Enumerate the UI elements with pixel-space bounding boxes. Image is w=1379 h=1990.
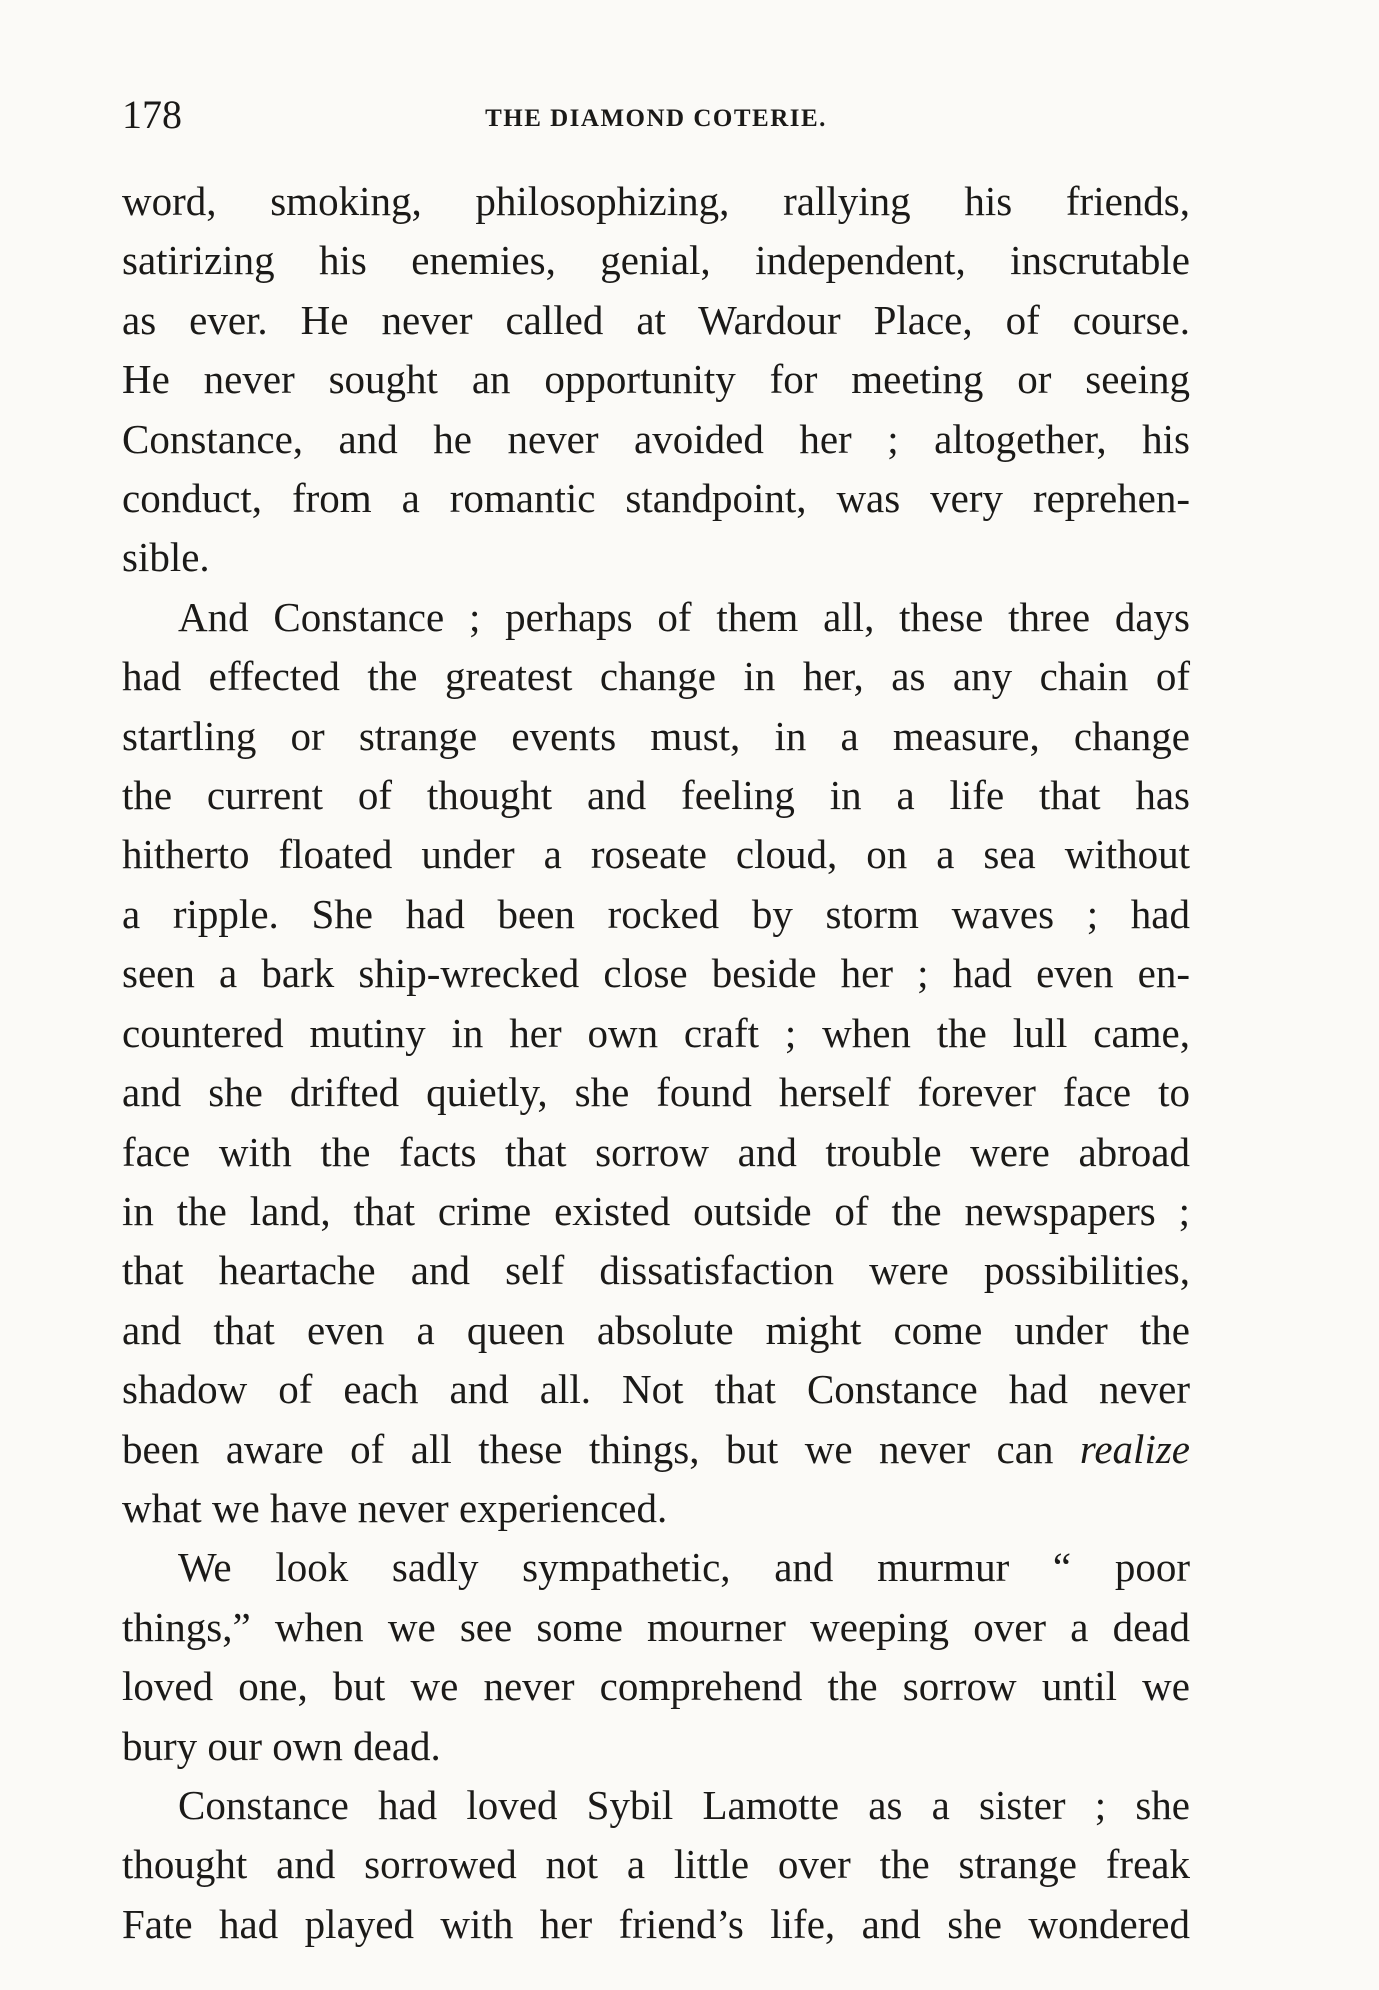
- text-line: had effected the greatest change in her, as any chain of: [122, 653, 1190, 700]
- paragraph-4: [122, 1776, 1190, 1954]
- text-line: the current of thought and feeling in a life that has: [122, 772, 1190, 819]
- text-line: word, smoking, philosophizing, rallying his friends,: [122, 178, 1190, 224]
- text-line: bury our own dead.: [122, 1722, 441, 1769]
- text-line: Constance, and he never avoided her ; altogether, his: [122, 415, 1190, 462]
- text-line: seen a bark ship-wrecked close beside her ; had even en-: [122, 950, 1190, 997]
- text-line: And Constance ; perhaps of them all, these three days: [178, 593, 1190, 640]
- text-line: and that even a queen absolute might come under the: [122, 1306, 1190, 1353]
- paragraph-2: [122, 588, 1190, 1539]
- text-line: what we have never experienced.: [122, 1484, 668, 1531]
- paragraph-3: [122, 1538, 1190, 1776]
- text-line: as ever. He never called at Wardour Place, of course.: [122, 296, 1190, 343]
- paragraph-1: [122, 172, 1190, 588]
- text-line: hitherto floated under a roseate cloud, on a sea without: [122, 831, 1190, 878]
- text-line: shadow of each and all. Not that Constance had never: [122, 1366, 1190, 1413]
- text-line: startling or strange events must, in a measure, change: [122, 712, 1190, 759]
- text-line: in the land, that crime existed outside of the newspapers ;: [122, 1187, 1190, 1234]
- page-header: [122, 90, 1190, 140]
- text-line: a ripple. She had been rocked by storm waves ; had: [122, 890, 1190, 937]
- text-line: We look sadly sympathetic, and murmur “ poor: [178, 1544, 1190, 1591]
- text-line: conduct, from a romantic standpoint, was very reprehen-: [122, 475, 1190, 522]
- text-line: that heartache and self dissatisfaction were possibilities,: [122, 1247, 1190, 1294]
- text-line: things,” when we see some mourner weeping over a dead: [122, 1603, 1190, 1650]
- text-line: and she drifted quietly, she found herself forever face to: [122, 1069, 1190, 1116]
- italic-word: realize: [1079, 1425, 1190, 1472]
- text-line: countered mutiny in her own craft ; when the lull came,: [122, 1009, 1190, 1056]
- page-number: 178: [122, 92, 182, 137]
- text-line-with-italic: [122, 1420, 1190, 1479]
- text-line: He never sought an opportunity for meeting or seeing: [122, 356, 1190, 403]
- text-line: thought and sorrowed not a little over the strange freak: [122, 1841, 1190, 1888]
- text-line: Constance had loved Sybil Lamotte as a sister ; she: [178, 1781, 1190, 1828]
- running-title: THE DIAMOND COTERIE.: [485, 105, 827, 132]
- text-segment: been aware of all these things, but we never can: [122, 1425, 1080, 1472]
- body-text: [122, 172, 1190, 1954]
- text-line: face with the facts that sorrow and trouble were abroad: [122, 1128, 1190, 1175]
- text-line: loved one, but we never comprehend the sorrow until we: [122, 1663, 1190, 1710]
- text-line: satirizing his enemies, genial, independent, inscrutable: [122, 237, 1190, 284]
- text-line: sible.: [122, 534, 210, 581]
- text-line: Fate had played with her friend’s life, and she wondered: [122, 1900, 1190, 1947]
